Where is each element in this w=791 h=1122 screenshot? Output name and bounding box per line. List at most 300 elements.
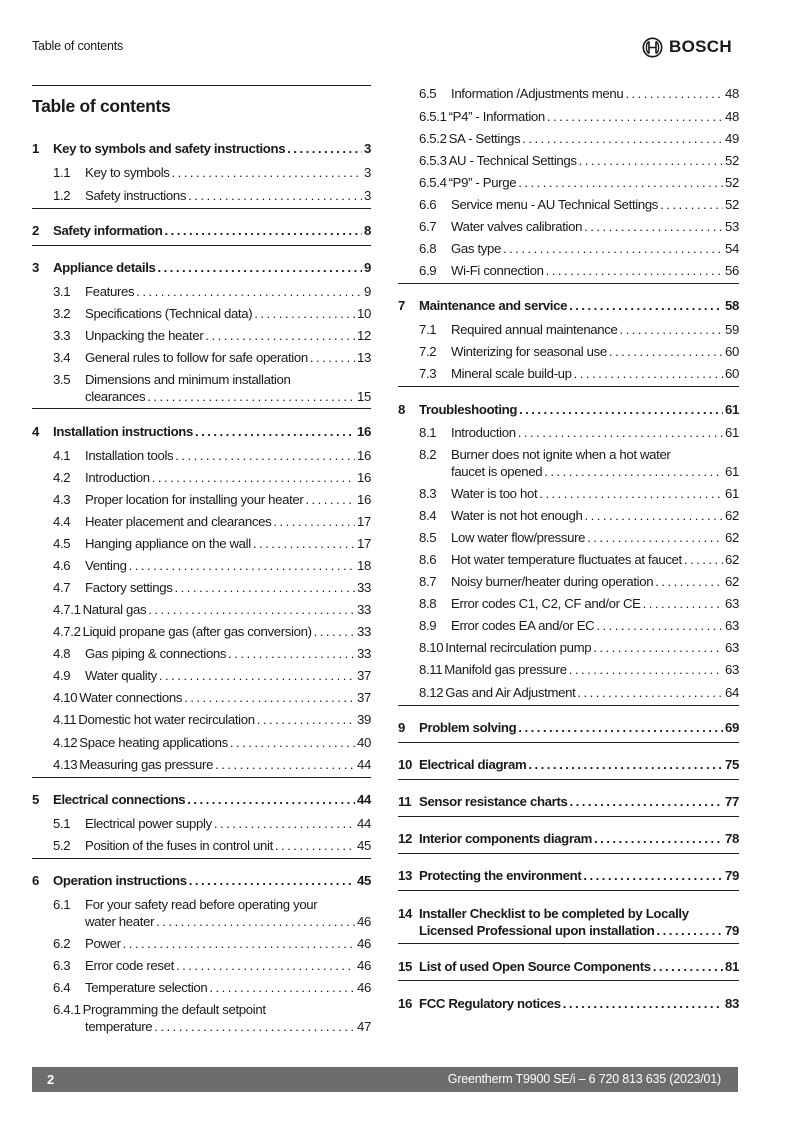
toc-leader-dots xyxy=(314,623,355,640)
toc-number: 13 xyxy=(398,868,412,883)
toc-label: Domestic hot water recirculation xyxy=(78,712,255,727)
toc-section-entry[interactable] xyxy=(398,130,739,147)
toc-section-entry[interactable] xyxy=(32,957,371,974)
toc-leader-dots xyxy=(518,719,723,736)
toc-section-entry[interactable] xyxy=(32,645,371,662)
toc-section-entry[interactable] xyxy=(398,595,739,612)
toc-chapter-entry[interactable] xyxy=(398,867,739,884)
toc-page-number: 17 xyxy=(357,536,371,551)
toc-leader-dots xyxy=(174,579,355,596)
toc-leader-dots xyxy=(518,424,723,441)
toc-chapter-entry[interactable] xyxy=(398,958,739,975)
toc-section-entry[interactable] xyxy=(32,349,371,366)
toc-number: 7.3 xyxy=(419,366,437,381)
toc-label: Features xyxy=(85,284,135,299)
toc-leader-dots xyxy=(574,365,723,382)
toc-number: 6.4 xyxy=(53,980,71,995)
toc-section-entry[interactable] xyxy=(398,684,739,701)
toc-label: Maintenance and service xyxy=(419,298,568,313)
toc-number: 3.2 xyxy=(53,306,71,321)
toc-section-entry[interactable] xyxy=(32,979,371,996)
toc-page-number: 46 xyxy=(357,980,371,995)
toc-label: Protecting the environment xyxy=(419,868,582,883)
toc-section-entry[interactable] xyxy=(32,535,371,552)
section-divider xyxy=(398,705,739,706)
toc-number: 3.3 xyxy=(53,328,71,343)
toc-number: 6.5.2 xyxy=(419,131,447,146)
toc-label: Gas type xyxy=(451,241,501,256)
toc-leader-dots xyxy=(158,259,363,276)
toc-label: Appliance details xyxy=(53,260,156,275)
toc-leader-dots xyxy=(528,756,723,773)
toc-number: 8.10 xyxy=(419,640,444,655)
toc-label: Position of the fuses in control unit xyxy=(85,838,273,853)
toc-leader-dots xyxy=(152,469,355,486)
toc-section-entry[interactable] xyxy=(398,551,739,568)
toc-label-continued: temperature xyxy=(85,1019,153,1034)
toc-number: 4.7 xyxy=(53,580,71,595)
toc-leader-dots xyxy=(253,535,355,552)
toc-section-entry[interactable] xyxy=(398,661,739,678)
toc-section-entry[interactable] xyxy=(398,529,739,546)
page-number: 2 xyxy=(47,1072,55,1087)
toc-number: 7 xyxy=(398,298,405,313)
bosch-logo xyxy=(642,36,732,58)
section-divider xyxy=(398,386,739,387)
toc-number: 8.12 xyxy=(419,685,444,700)
bosch-armature-icon xyxy=(642,37,663,58)
toc-chapter-entry[interactable] xyxy=(398,905,739,939)
toc-leader-dots xyxy=(214,815,355,832)
brand-name: BOSCH xyxy=(669,37,732,56)
toc-label: Heater placement and clearances xyxy=(85,514,272,529)
toc-section-entry[interactable] xyxy=(32,667,371,684)
toc-leader-dots xyxy=(620,321,724,338)
toc-page-number: 62 xyxy=(725,508,739,523)
toc-page-number: 44 xyxy=(357,757,371,772)
toc-leader-dots xyxy=(184,689,355,706)
toc-number: 4.2 xyxy=(53,470,71,485)
toc-leader-dots xyxy=(544,463,723,480)
toc-label-continued: faucet is opened xyxy=(451,464,543,479)
toc-number: 5.1 xyxy=(53,816,71,831)
toc-leader-dots xyxy=(205,327,355,344)
toc-number: 3 xyxy=(32,260,39,275)
toc-section-entry[interactable] xyxy=(32,896,371,930)
toc-section-entry[interactable] xyxy=(32,447,371,464)
toc-number: 5.2 xyxy=(53,838,71,853)
toc-section-entry[interactable] xyxy=(398,174,739,191)
toc-page-number: 52 xyxy=(725,197,739,212)
toc-page-number: 46 xyxy=(357,914,371,929)
toc-label: Key to symbols and safety instructions xyxy=(53,141,286,156)
toc-label: For your safety read before operating your xyxy=(85,897,318,912)
toc-section-entry[interactable] xyxy=(398,85,739,102)
toc-section-entry[interactable] xyxy=(398,321,739,338)
toc-page-number: 62 xyxy=(725,530,739,545)
toc-section-entry[interactable] xyxy=(32,734,371,751)
toc-page-number: 53 xyxy=(725,219,739,234)
toc-chapter-entry[interactable] xyxy=(32,259,371,276)
toc-number: 6.5 xyxy=(419,86,437,101)
toc-page-number: 63 xyxy=(725,618,739,633)
section-divider xyxy=(398,283,739,284)
toc-label: Internal recirculation pump xyxy=(445,640,592,655)
toc-page-number: 37 xyxy=(357,690,371,705)
toc-leader-dots xyxy=(522,130,723,147)
toc-leader-dots xyxy=(660,196,723,213)
toc-leader-dots xyxy=(195,423,355,440)
toc-leader-dots xyxy=(273,513,355,530)
toc-number: 4.9 xyxy=(53,668,71,683)
toc-number: 3.1 xyxy=(53,284,71,299)
section-divider xyxy=(32,245,371,246)
toc-section-entry[interactable] xyxy=(398,573,739,590)
toc-leader-dots xyxy=(159,667,355,684)
toc-label: Mineral scale build-up xyxy=(451,366,572,381)
toc-leader-dots xyxy=(596,617,723,634)
section-divider xyxy=(398,890,739,891)
toc-label: Water is too hot xyxy=(451,486,538,501)
toc-label: Power xyxy=(85,936,121,951)
toc-page-number: 37 xyxy=(357,668,371,683)
toc-section-entry[interactable] xyxy=(398,218,739,235)
toc-page-number: 18 xyxy=(357,558,371,573)
toc-section-entry[interactable] xyxy=(398,485,739,502)
section-divider xyxy=(32,408,371,409)
toc-section-entry[interactable] xyxy=(32,1001,371,1035)
toc-page-number: 52 xyxy=(725,153,739,168)
section-divider xyxy=(398,853,739,854)
toc-label: Interior components diagram xyxy=(419,831,593,846)
toc-number: 3.4 xyxy=(53,350,71,365)
toc-section-entry[interactable] xyxy=(32,371,371,405)
toc-label: Error code reset xyxy=(85,958,174,973)
toc-label-continued: clearances xyxy=(85,389,146,404)
toc-label: Service menu - AU Technical Settings xyxy=(451,197,659,212)
toc-number: 4.1 xyxy=(53,448,71,463)
toc-page-number: 16 xyxy=(357,470,371,485)
toc-leader-dots xyxy=(625,85,723,102)
toc-leader-dots xyxy=(164,222,362,239)
toc-leader-dots xyxy=(577,684,723,701)
toc-page-number: 56 xyxy=(725,263,739,278)
toc-section-entry[interactable] xyxy=(32,327,371,344)
toc-section-entry[interactable] xyxy=(398,639,739,656)
toc-number: 8.7 xyxy=(419,574,437,589)
toc-leader-dots xyxy=(123,935,355,952)
toc-label: Specifications (Technical data) xyxy=(85,306,253,321)
toc-number: 1.1 xyxy=(53,165,71,180)
toc-page-number: 3 xyxy=(364,141,371,156)
toc-section-entry[interactable] xyxy=(32,756,371,773)
toc-leader-dots xyxy=(569,793,723,810)
toc-leader-dots xyxy=(503,240,723,257)
toc-leader-dots xyxy=(172,164,363,181)
toc-label: Burner does not ignite when a hot water xyxy=(451,447,671,462)
toc-label: Water quality xyxy=(85,668,157,683)
toc-number: 1 xyxy=(32,141,39,156)
toc-number: 4.5 xyxy=(53,536,71,551)
toc-page-number: 62 xyxy=(725,574,739,589)
toc-number: 6.8 xyxy=(419,241,437,256)
toc-section-entry[interactable] xyxy=(398,446,739,480)
toc-leader-dots xyxy=(148,601,355,618)
toc-leader-dots xyxy=(547,108,723,125)
toc-chapter-entry[interactable] xyxy=(398,995,739,1012)
toc-section-entry[interactable] xyxy=(32,557,371,574)
toc-label: “P9” - Purge xyxy=(448,175,517,190)
toc-leader-dots xyxy=(587,529,723,546)
toc-label-continued: Licensed Professional upon installation xyxy=(419,923,655,938)
toc-chapter-entry[interactable] xyxy=(32,791,371,808)
toc-leader-dots xyxy=(209,979,355,996)
toc-label: Installation instructions xyxy=(53,424,193,439)
toc-page-number: 48 xyxy=(725,86,739,101)
toc-page-number: 47 xyxy=(357,1019,371,1034)
toc-page-number: 63 xyxy=(725,662,739,677)
toc-section-entry[interactable] xyxy=(398,617,739,634)
toc-label: Water is not hot enough xyxy=(451,508,583,523)
toc-page-number: 39 xyxy=(357,712,371,727)
toc-label: Gas and Air Adjustment xyxy=(445,685,576,700)
toc-number: 6.2 xyxy=(53,936,71,951)
toc-section-entry[interactable] xyxy=(32,187,371,204)
toc-page-number: 46 xyxy=(357,936,371,951)
toc-page-number: 9 xyxy=(364,260,371,275)
toc-leader-dots xyxy=(519,401,723,418)
toc-number: 8 xyxy=(398,402,405,417)
toc-page-number: 3 xyxy=(364,165,371,180)
toc-number: 12 xyxy=(398,831,412,846)
toc-leader-dots xyxy=(563,995,723,1012)
toc-section-entry[interactable] xyxy=(32,305,371,322)
toc-number: 6.7 xyxy=(419,219,437,234)
toc-label: Electrical connections xyxy=(53,792,186,807)
toc-number: 8.11 xyxy=(419,662,443,677)
toc-leader-dots xyxy=(583,867,723,884)
toc-page-number: 33 xyxy=(357,624,371,639)
toc-label: Hot water temperature fluctuates at faucet xyxy=(451,552,682,567)
toc-chapter-entry[interactable] xyxy=(32,872,371,889)
toc-leader-dots xyxy=(539,485,723,502)
toc-label-continued: water heater xyxy=(85,914,155,929)
toc-section-entry[interactable] xyxy=(32,837,371,854)
toc-leader-dots xyxy=(584,218,723,235)
toc-number: 4.4 xyxy=(53,514,71,529)
toc-chapter-entry[interactable] xyxy=(32,423,371,440)
toc-label: Electrical power supply xyxy=(85,816,212,831)
toc-page-number: 83 xyxy=(725,996,739,1011)
toc-number: 8.4 xyxy=(419,508,437,523)
toc-label: “P4” - Information xyxy=(448,109,545,124)
toc-section-entry[interactable] xyxy=(398,262,739,279)
toc-leader-dots xyxy=(228,645,355,662)
toc-chapter-entry[interactable] xyxy=(398,756,739,773)
toc-number: 4 xyxy=(32,424,39,439)
toc-page-number: 45 xyxy=(357,873,371,888)
toc-label: Introduction xyxy=(451,425,516,440)
toc-leader-dots xyxy=(187,791,355,808)
toc-page-number: 52 xyxy=(725,175,739,190)
toc-number: 8.8 xyxy=(419,596,437,611)
section-divider xyxy=(398,742,739,743)
toc-section-entry[interactable] xyxy=(398,424,739,441)
toc-label: Safety instructions xyxy=(85,188,187,203)
toc-label: Operation instructions xyxy=(53,873,187,888)
toc-page-number: 64 xyxy=(725,685,739,700)
toc-section-entry[interactable] xyxy=(398,196,739,213)
toc-section-entry[interactable] xyxy=(32,579,371,596)
toc-section-entry[interactable] xyxy=(32,513,371,530)
toc-label: Electrical diagram xyxy=(419,757,527,772)
toc-page-number: 40 xyxy=(357,735,371,750)
toc-leader-dots xyxy=(230,734,355,751)
toc-label: Key to symbols xyxy=(85,165,170,180)
page-title: Table of contents xyxy=(32,96,171,116)
toc-leader-dots xyxy=(310,349,355,366)
toc-leader-dots xyxy=(594,830,723,847)
toc-label: Installer Checklist to be completed by Locally xyxy=(419,906,689,921)
toc-page-number: 75 xyxy=(725,757,739,772)
toc-page-number: 77 xyxy=(725,794,739,809)
toc-section-entry[interactable] xyxy=(32,601,371,618)
toc-section-entry[interactable] xyxy=(398,152,739,169)
section-divider xyxy=(32,208,371,209)
section-divider xyxy=(398,980,739,981)
toc-page-number: 81 xyxy=(725,959,739,974)
toc-page-number: 33 xyxy=(357,646,371,661)
toc-number: 6.5.3 xyxy=(419,153,447,168)
toc-page-number: 33 xyxy=(357,580,371,595)
toc-label: Error codes EA and/or EC xyxy=(451,618,595,633)
toc-number: 4.8 xyxy=(53,646,71,661)
toc-page-number: 9 xyxy=(364,284,371,299)
toc-page-number: 16 xyxy=(357,492,371,507)
toc-page-number: 61 xyxy=(725,486,739,501)
toc-section-entry[interactable] xyxy=(32,623,371,640)
toc-chapter-entry[interactable] xyxy=(32,140,371,157)
toc-section-entry[interactable] xyxy=(398,108,739,125)
toc-label: Temperature selection xyxy=(85,980,208,995)
toc-number: 7.2 xyxy=(419,344,437,359)
toc-label: General rules to follow for safe operation xyxy=(85,350,308,365)
toc-page-number: 60 xyxy=(725,366,739,381)
toc-label: Proper location for installing your heater xyxy=(85,492,304,507)
toc-number: 2 xyxy=(32,223,39,238)
toc-number: 4.13 xyxy=(53,757,78,772)
toc-page-number: 44 xyxy=(357,816,371,831)
section-divider xyxy=(398,816,739,817)
toc-label: FCC Regulatory notices xyxy=(419,996,561,1011)
toc-leader-dots xyxy=(609,343,723,360)
toc-section-entry[interactable] xyxy=(32,469,371,486)
toc-page-number: 61 xyxy=(725,425,739,440)
toc-page-number: 46 xyxy=(357,958,371,973)
toc-number: 4.6 xyxy=(53,558,71,573)
toc-section-entry[interactable] xyxy=(32,815,371,832)
toc-section-entry[interactable] xyxy=(398,343,739,360)
toc-page-number: 45 xyxy=(357,838,371,853)
toc-number: 6.5.4 xyxy=(419,175,447,190)
toc-chapter-entry[interactable] xyxy=(32,222,371,239)
toc-section-entry[interactable] xyxy=(32,935,371,952)
toc-leader-dots xyxy=(584,507,723,524)
toc-label: Introduction xyxy=(85,470,150,485)
toc-label: Unpacking the heater xyxy=(85,328,204,343)
toc-number: 1.2 xyxy=(53,188,71,203)
toc-label: Noisy burner/heater during operation xyxy=(451,574,654,589)
toc-label: Sensor resistance charts xyxy=(419,794,568,809)
toc-chapter-entry[interactable] xyxy=(398,830,739,847)
toc-page-number: 69 xyxy=(725,720,739,735)
toc-chapter-entry[interactable] xyxy=(398,793,739,810)
toc-page-number: 61 xyxy=(725,464,739,479)
toc-leader-dots xyxy=(175,447,355,464)
toc-label: Factory settings xyxy=(85,580,173,595)
toc-section-entry[interactable] xyxy=(32,164,371,181)
toc-number: 6.1 xyxy=(53,897,71,912)
toc-number: 15 xyxy=(398,959,412,974)
toc-label: Measuring gas pressure xyxy=(79,757,214,772)
toc-page-number: 13 xyxy=(357,350,371,365)
toc-page-number: 79 xyxy=(725,923,739,938)
toc-label: Troubleshooting xyxy=(419,402,518,417)
toc-page-number: 79 xyxy=(725,868,739,883)
toc-leader-dots xyxy=(188,187,362,204)
toc-number: 8.1 xyxy=(419,425,437,440)
toc-section-entry[interactable] xyxy=(32,491,371,508)
toc-page-number: 62 xyxy=(725,552,739,567)
toc-section-entry[interactable] xyxy=(398,240,739,257)
title-rule xyxy=(32,85,371,86)
toc-leader-dots xyxy=(189,872,355,889)
toc-chapter-entry[interactable] xyxy=(398,401,739,418)
toc-page-number: 63 xyxy=(725,640,739,655)
toc-leader-dots xyxy=(156,913,355,930)
toc-number: 9 xyxy=(398,720,405,735)
toc-leader-dots xyxy=(593,639,723,656)
toc-number: 6.3 xyxy=(53,958,71,973)
toc-page-number: 61 xyxy=(725,402,739,417)
toc-page-number: 15 xyxy=(357,389,371,404)
toc-label: Required annual maintenance xyxy=(451,322,618,337)
toc-leader-dots xyxy=(176,957,355,974)
toc-label: Water connections xyxy=(79,690,183,705)
toc-chapter-entry[interactable] xyxy=(398,719,739,736)
toc-section-entry[interactable] xyxy=(32,689,371,706)
toc-number: 4.11 xyxy=(53,712,77,727)
toc-label: Venting xyxy=(85,558,127,573)
toc-page-number: 3 xyxy=(364,188,371,203)
section-divider xyxy=(32,777,371,778)
toc-page-number: 12 xyxy=(357,328,371,343)
toc-leader-dots xyxy=(305,491,355,508)
toc-page-number: 8 xyxy=(364,223,371,238)
toc-chapter-entry[interactable] xyxy=(398,297,739,314)
toc-leader-dots xyxy=(147,388,355,405)
document-reference: Greentherm T9900 SE/i – 6 720 813 635 (2023/01) xyxy=(447,1072,721,1086)
toc-page-number: 58 xyxy=(725,298,739,313)
toc-section-entry[interactable] xyxy=(32,283,371,300)
toc-section-entry[interactable] xyxy=(32,711,371,728)
toc-label: Low water flow/pressure xyxy=(451,530,586,545)
toc-number: 6.6 xyxy=(419,197,437,212)
toc-section-entry[interactable] xyxy=(398,507,739,524)
toc-number: 4.7.1 xyxy=(53,602,81,617)
toc-section-entry[interactable] xyxy=(398,365,739,382)
toc-number: 8.5 xyxy=(419,530,437,545)
